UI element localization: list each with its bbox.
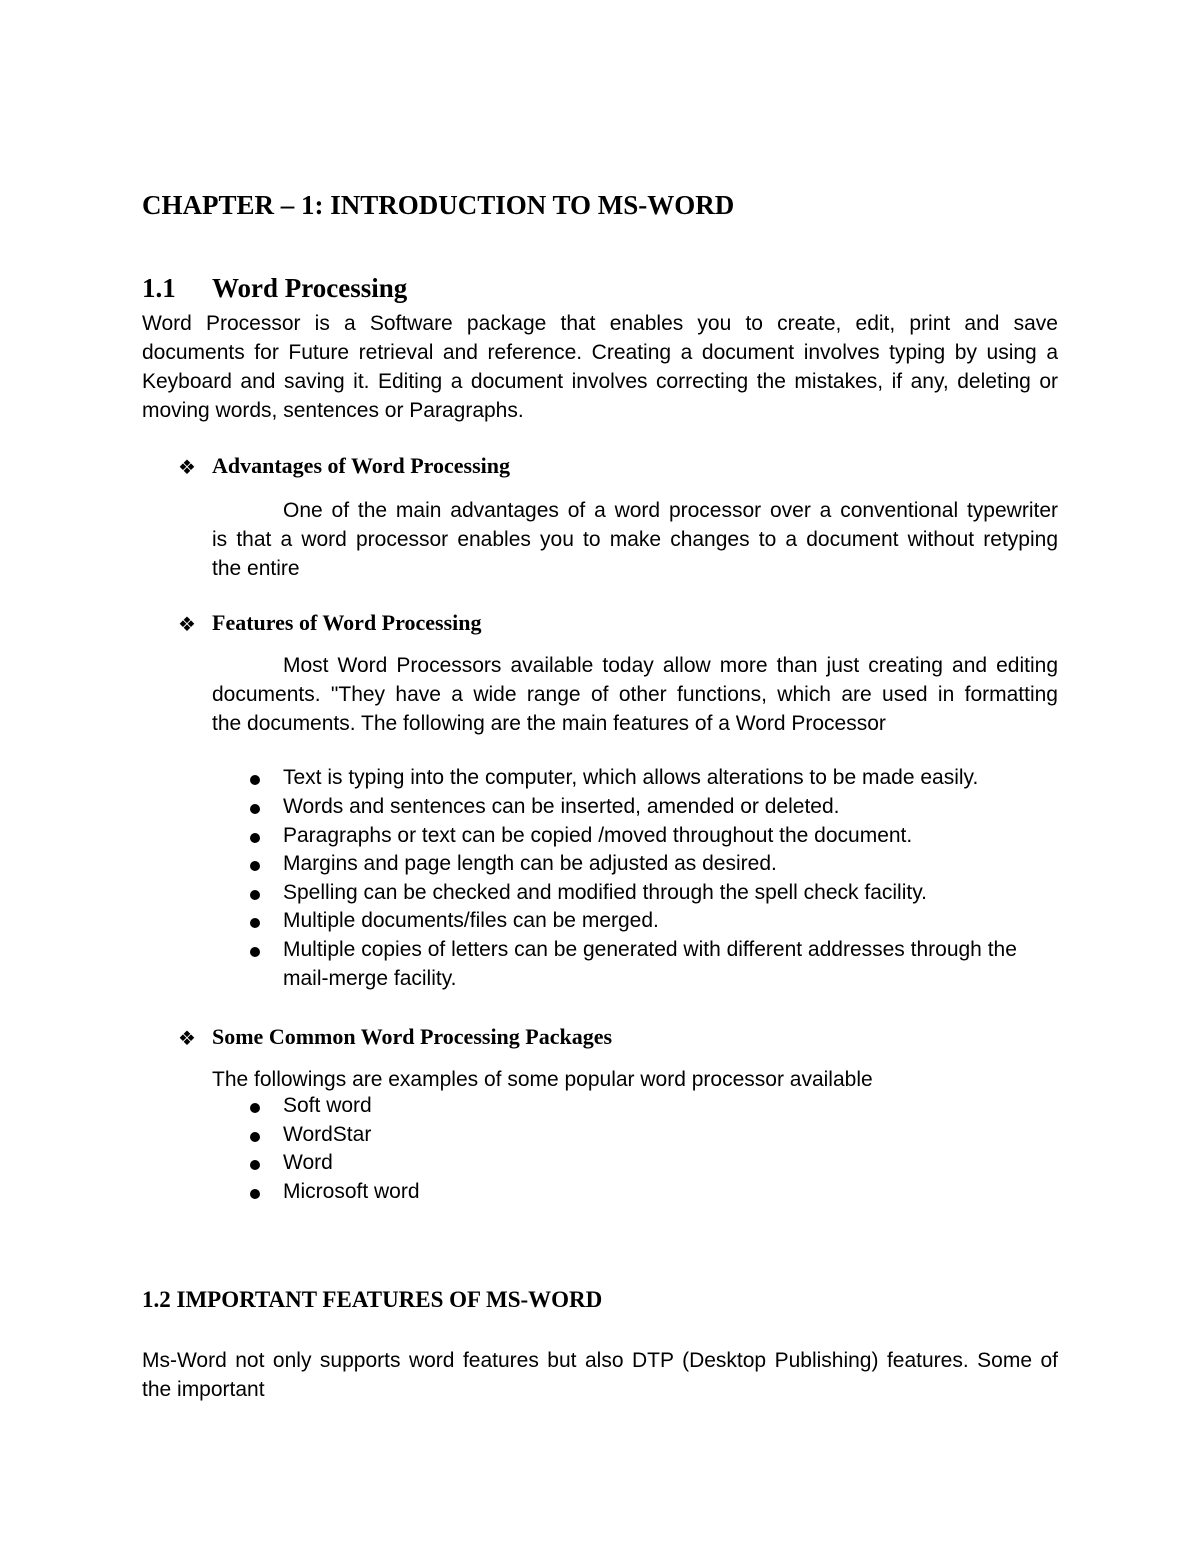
- feature-item: Multiple documents/files can be merged.: [283, 909, 659, 932]
- bullet-dot-icon: [250, 1132, 260, 1142]
- feature-item: Text is typing into the computer, which allows alterations to be made easily.: [283, 766, 979, 789]
- bullet-dot-icon: [250, 775, 260, 785]
- paragraph-line: moving words, sentences or Paragraphs.: [142, 399, 524, 422]
- bullet-dot-icon: [250, 1160, 260, 1170]
- bullet-dot-icon: [250, 890, 260, 900]
- chapter-title: CHAPTER – 1: INTRODUCTION TO MS-WORD: [142, 190, 735, 220]
- paragraph-line: One of the main advantages of a word processor over a conventional typewriter: [283, 499, 1058, 522]
- bullet-dot-icon: [250, 1103, 260, 1113]
- paragraph-line: documents for Future retrieval and reference. Creating a document involves typing by using a: [142, 341, 1058, 364]
- bullet-dot-icon: [250, 804, 260, 814]
- feature-item: Words and sentences can be inserted, amended or deleted.: [283, 795, 840, 818]
- section-1-2-paragraph: [142, 1346, 1058, 1404]
- paragraph-line: the documents. The following are the main features of a Word Processor: [212, 712, 886, 735]
- package-item: Soft word: [283, 1094, 372, 1117]
- package-item: Word: [283, 1151, 333, 1174]
- section-title: Word Processing: [212, 273, 408, 303]
- diamond-bullet-icon: ❖: [178, 1028, 196, 1050]
- packages-heading: Some Common Word Processing Packages: [212, 1024, 613, 1049]
- bullet-dot-icon: [250, 861, 260, 871]
- advantages-paragraph: [212, 496, 1058, 583]
- package-item: WordStar: [283, 1123, 372, 1146]
- section-number: 1.1: [142, 273, 176, 303]
- bullet-dot-icon: [250, 833, 260, 843]
- feature-item-continuation: mail-merge facility.: [283, 967, 457, 990]
- feature-item: Paragraphs or text can be copied /moved throughout the document.: [283, 824, 913, 847]
- paragraph-line: Word Processor is a Software package that enables you to create, edit, print and save: [142, 312, 1058, 335]
- paragraph-line: the important: [142, 1378, 265, 1401]
- paragraph-line: Most Word Processors available today allow more than just creating and editing: [283, 654, 1058, 677]
- features-heading: Features of Word Processing: [212, 610, 482, 635]
- advantages-heading: Advantages of Word Processing: [212, 453, 511, 478]
- section-heading-1-2: 1.2 IMPORTANT FEATURES OF MS-WORD: [142, 1287, 603, 1312]
- paragraph-line: is that a word processor enables you to make changes to a document without retyping: [212, 528, 1058, 551]
- bullet-dot-icon: [250, 918, 260, 928]
- section-paragraph: [142, 309, 1058, 425]
- feature-item: Multiple copies of letters can be generated with different addresses through the: [283, 938, 1017, 961]
- packages-intro: The followings are examples of some popular word processor available: [212, 1068, 873, 1091]
- features-paragraph: [212, 651, 1058, 738]
- diamond-bullet-icon: ❖: [178, 457, 196, 479]
- diamond-bullet-icon: ❖: [178, 614, 196, 636]
- bullet-dot-icon: [250, 947, 260, 957]
- paragraph-line: the entire: [212, 557, 300, 580]
- paragraph-line: Keyboard and saving it. Editing a document involves correcting the mistakes, if any, deleting or: [142, 370, 1058, 393]
- feature-item: Spelling can be checked and modified through the spell check facility.: [283, 881, 927, 904]
- paragraph-line: Ms-Word not only supports word features but also DTP (Desktop Publishing) features. Some of: [142, 1349, 1058, 1372]
- bullet-dot-icon: [250, 1189, 260, 1199]
- package-item: Microsoft word: [283, 1180, 420, 1203]
- feature-item: Margins and page length can be adjusted as desired.: [283, 852, 777, 875]
- paragraph-line: documents. "They have a wide range of other functions, which are used in formatting: [212, 683, 1058, 706]
